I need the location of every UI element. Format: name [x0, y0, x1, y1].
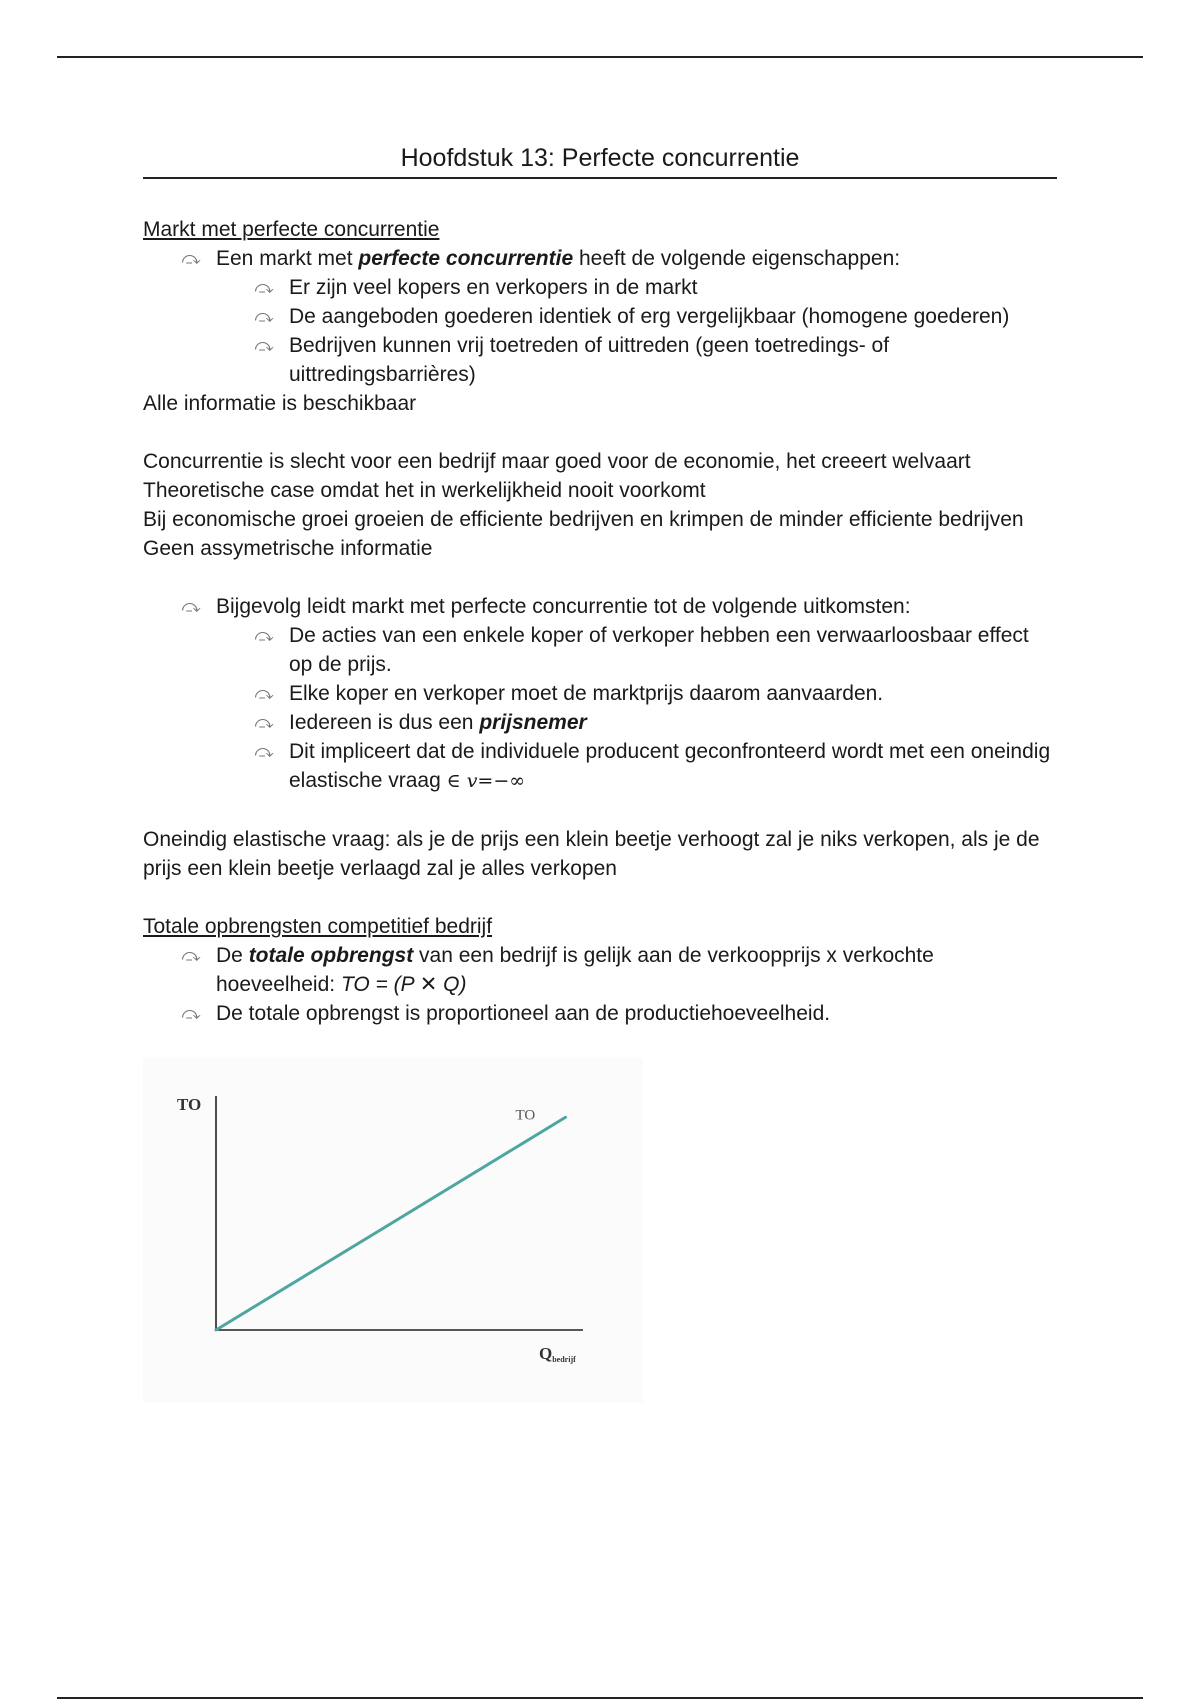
- section-heading-perfect-competition: Markt met perfecte concurrentie: [143, 218, 440, 241]
- page-title: Hoofdstuk 13: Perfecte concurrentie: [143, 140, 1057, 179]
- revenue-formula: TO = (P ✕ Q): [340, 973, 467, 996]
- list-item: ⤼ De totale opbrengst is proportioneel aan de productiehoeveelheid.: [143, 999, 1057, 1028]
- elasticity-formula: ∈ v=−∞: [446, 770, 526, 792]
- arrow-bullet-icon: ⤼: [181, 1003, 201, 1023]
- properties-sublist: [143, 273, 1057, 389]
- paragraph: Alle informatie is beschikbaar: [143, 392, 417, 415]
- footer-rule: [57, 1697, 1143, 1699]
- paragraph: Oneindig elastische vraag: als je de prijs een klein beetje verhoogt zal je niks verkopen, als je de prijs een klein beetje verlaagd zal je alles verkopen: [143, 828, 1040, 880]
- document-body: [143, 140, 1057, 1403]
- properties-list: [143, 244, 1057, 273]
- paragraph: Bij economische groei groeien de efficiente bedrijven en krimpen de minder efficiente bedrijven: [143, 508, 1024, 531]
- total-revenue-chart: [143, 1058, 643, 1403]
- list-item: ⤼ De totale opbrengst van een bedrijf is gelijk aan de verkoopprijs x verkochte hoeveelheid: TO = (P ✕ Q): [143, 941, 1057, 999]
- series-label-to: TO: [515, 1107, 536, 1124]
- list-item: ⤼ Een markt met perfecte concurrentie heeft de volgende eigenschappen:: [143, 244, 1057, 273]
- list-item: ⤼ Elke koper en verkoper moet de marktprijs daarom aanvaarden.: [143, 679, 1057, 708]
- y-axis-label: TO: [177, 1095, 202, 1114]
- paragraph: Concurrentie is slecht voor een bedrijf maar goed voor de economie, het creeert welvaart: [143, 450, 971, 473]
- list-item: ⤼ De aangeboden goederen identiek of erg vergelijkbaar (homogene goederen): [143, 302, 1057, 331]
- x-axis-label: Qbedrijf: [539, 1344, 576, 1364]
- chart-svg: [143, 1058, 643, 1403]
- arrow-bullet-icon: ⤼: [254, 335, 274, 355]
- list-item: ⤼ De acties van een enkele koper of verkoper hebben een verwaarloosbaar effect op de prijs.: [143, 621, 1057, 679]
- arrow-bullet-icon: ⤼: [254, 712, 274, 732]
- revenue-list: [143, 941, 1057, 1028]
- outcomes-list: [143, 592, 1057, 621]
- arrow-bullet-icon: ⤼: [254, 683, 274, 703]
- arrow-bullet-icon: ⤼: [254, 277, 274, 297]
- section-heading-total-revenue: Totale opbrengsten competitief bedrijf: [143, 915, 493, 938]
- list-item: ⤼ Bijgevolg leidt markt met perfecte concurrentie tot de volgende uitkomsten:: [143, 592, 1057, 621]
- paragraph: Geen assymetrische informatie: [143, 537, 433, 560]
- arrow-bullet-icon: ⤼: [254, 741, 274, 761]
- list-item: ⤼ Bedrijven kunnen vrij toetreden of uittreden (geen toetredings- of uittredingsbarrières): [143, 331, 1057, 389]
- paragraph: Theoretische case omdat het in werkelijkheid nooit voorkomt: [143, 479, 706, 502]
- list-item: ⤼ Er zijn veel kopers en verkopers in de markt: [143, 273, 1057, 302]
- series-line-to: [216, 1117, 566, 1330]
- arrow-bullet-icon: ⤼: [181, 248, 201, 268]
- list-item: ⤼ Iedereen is dus een prijsnemer: [143, 708, 1057, 737]
- arrow-bullet-icon: ⤼: [254, 625, 274, 645]
- outcomes-sublist: [143, 621, 1057, 796]
- arrow-bullet-icon: ⤼: [181, 945, 201, 965]
- arrow-bullet-icon: ⤼: [181, 596, 201, 616]
- list-item: ⤼ Dit impliceert dat de individuele producent geconfronteerd wordt met een oneindig elastische vraag ∈ v=−∞: [143, 737, 1057, 796]
- header-rule: [57, 56, 1143, 58]
- arrow-bullet-icon: ⤼: [254, 306, 274, 326]
